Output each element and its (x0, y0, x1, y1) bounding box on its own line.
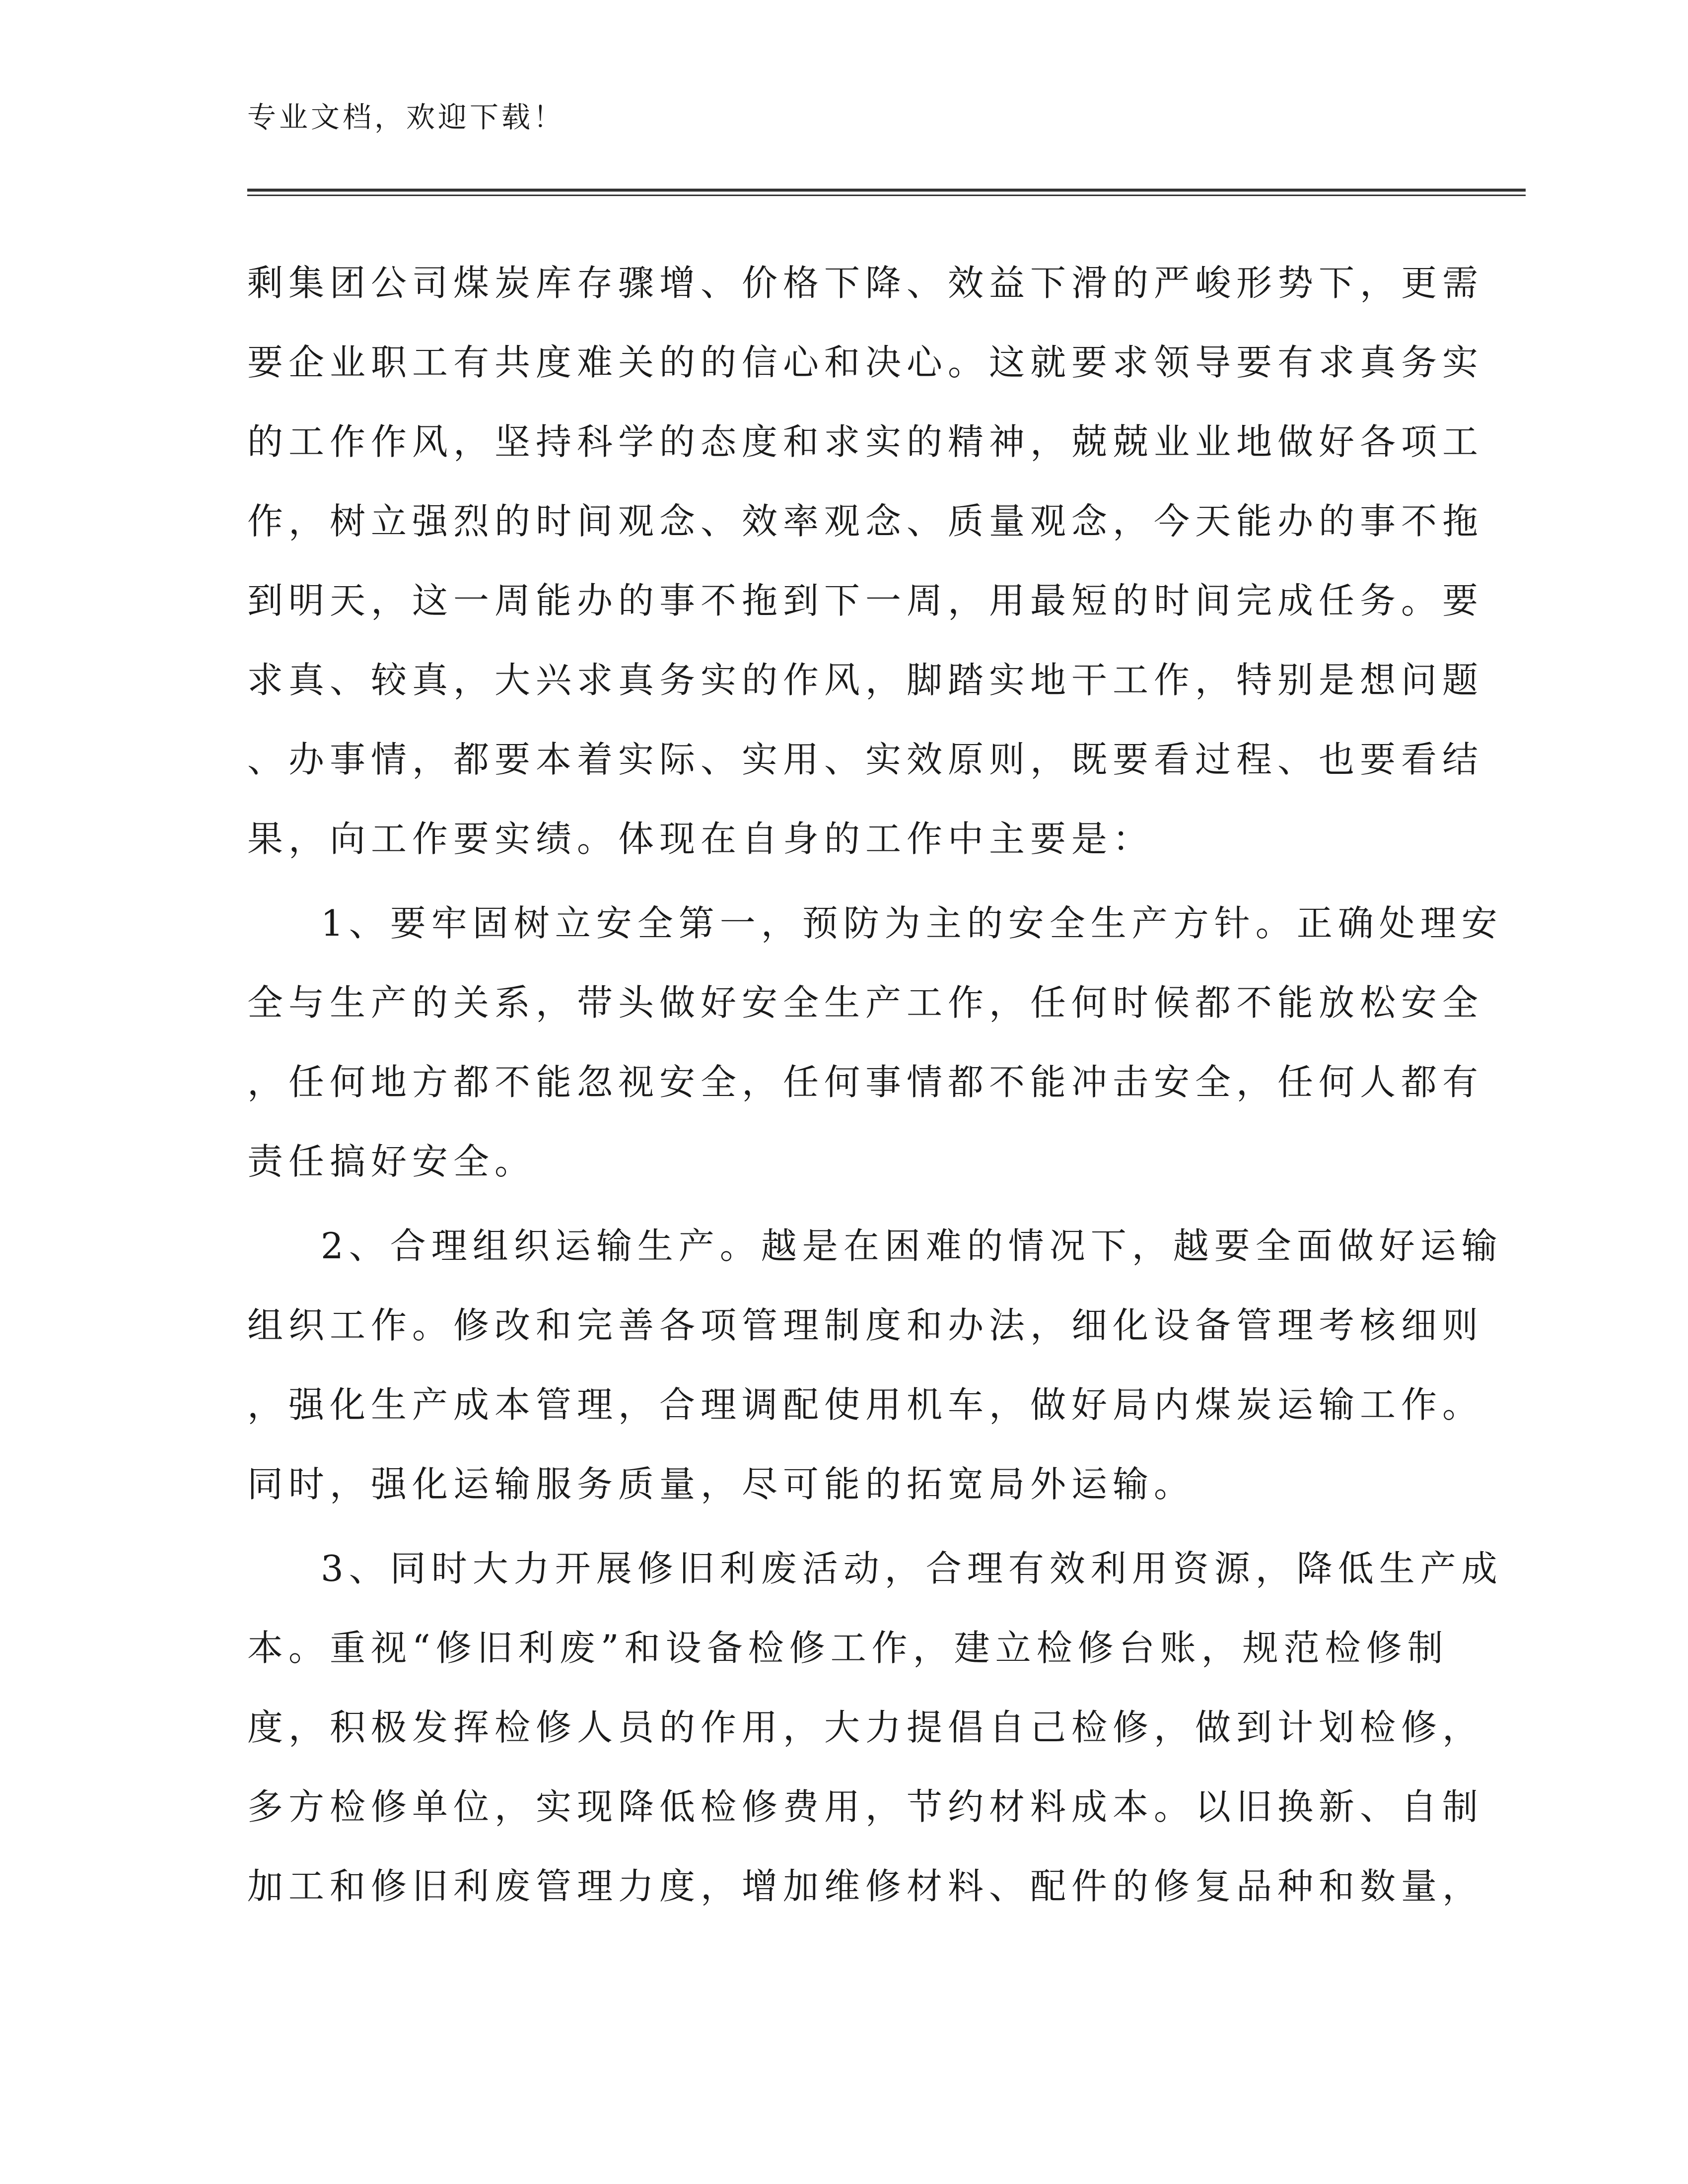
text-line: 全与生产的关系，带头做好安全生产工作，任何时候都不能放松安全 (247, 982, 1484, 1024)
text-line: 剩集团公司煤炭库存骤增、价格下降、效益下滑的严峻形势下，更需 (247, 262, 1484, 304)
header-text: 专业文档，欢迎下载！ (247, 100, 565, 134)
text-line: 求真、较真，大兴求真务实的作风，脚踏实地干工作，特别是想问题 (247, 659, 1484, 701)
text-line: 同时，强化运输服务质量，尽可能的拓宽局外运输。 (247, 1463, 1196, 1505)
header-rule-thick (247, 189, 1526, 192)
text-line: 到明天，这一周能办的事不拖到下一周，用最短的时间完成任务。要 (247, 580, 1484, 621)
header-rule-thin (247, 195, 1526, 196)
text-line: 、办事情，都要本着实际、实用、实效原则，既要看过程、也要看结 (247, 739, 1484, 780)
text-line: 要企业职工有共度难关的的信心和决心。这就要求领导要有求真务实 (247, 341, 1484, 383)
paragraph-3-first-line: 3、同时大力开展修旧利废活动，合理有效利用资源，降低生产成 (321, 1548, 1503, 1589)
text-line: 加工和修旧利废管理力度，增加维修材料、配件的修复品种和数量， (247, 1865, 1484, 1907)
text-line: 组织工作。修改和完善各项管理制度和办法，细化设备管理考核细则 (247, 1304, 1484, 1346)
text-line: ，任何地方都不能忽视安全，任何事情都不能冲击安全，任何人都有 (247, 1061, 1484, 1103)
text-line: 果，向工作要实绩。体现在自身的工作中主要是： (247, 818, 1154, 860)
paragraph-2-first-line: 2、合理组织运输生产。越是在困难的情况下，越要全面做好运输 (321, 1225, 1503, 1267)
paragraph-1-first-line: 1、要牢固树立安全第一，预防为主的安全生产方针。正确处理安 (321, 902, 1503, 944)
text-line: 责任搞好安全。 (247, 1141, 536, 1182)
text-line: ，强化生产成本管理，合理调配使用机车，做好局内煤炭运输工作。 (247, 1384, 1484, 1426)
text-line: 作，树立强烈的时间观念、效率观念、质量观念，今天能办的事不拖 (247, 500, 1484, 542)
text-line: 度，积极发挥检修人员的作用，大力提倡自己检修，做到计划检修， (247, 1706, 1484, 1748)
text-line: 的工作作风，坚持科学的态度和求实的精神，兢兢业业地做好各项工 (247, 421, 1484, 463)
text-line: 本。重视“修旧利废”和设备检修工作，建立检修台账，规范检修制 (247, 1627, 1449, 1669)
text-line: 多方检修单位，实现降低检修费用，节约材料成本。以旧换新、自制 (247, 1786, 1484, 1828)
